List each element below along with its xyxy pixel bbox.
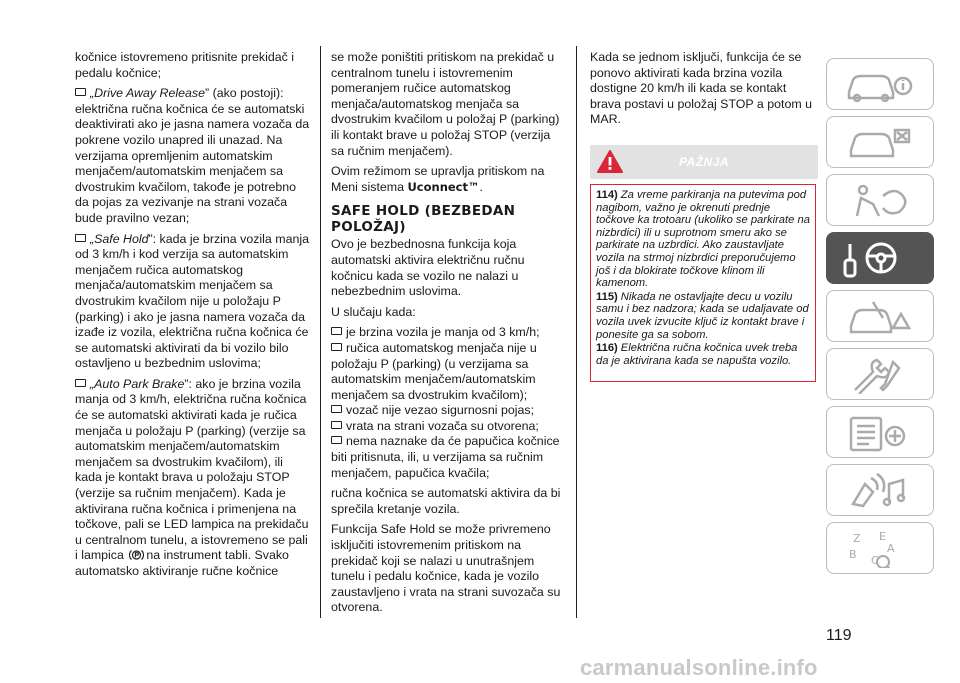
tab-index[interactable] xyxy=(826,522,934,574)
warning-text: Električna ručna kočnica uvek treba da je aktivirana kada se napušta vozilo. xyxy=(596,342,798,367)
list-item xyxy=(331,403,563,419)
tab-multimedia[interactable] xyxy=(826,464,934,516)
warning-header xyxy=(590,145,818,179)
paragraph: Ovo je bezbednosna funkcija koja automatski aktivira električnu ručnu kočnicu kada se vozilo ne nalazi u nebezbednim uslovima. xyxy=(331,237,525,299)
paragraph-text: Ovim režimom se upravlja pritiskom na Meni sistema xyxy=(331,164,545,194)
list-item-text: ” (ako postoji): električna ručna kočnica će se automatski deaktivirati ako je jasna namera vozača da pokrene vozilo unapred ili unazad. Na verzijama opremljenim automatskim menjačem/automatskim menjačem sa dvostrukim kvačilom, takođe je potrebno da pojas za vezivanje na strani vozača bude pravilno vezan; xyxy=(75,86,310,225)
svg-text:B: B xyxy=(849,548,857,561)
bullet-icon xyxy=(75,88,86,96)
tab-technical-data[interactable] xyxy=(826,406,934,458)
list-item-text: ”: ako je brzina vozila manja od 3 km/h, električna ručna kočnica će se automatski aktivirati kada je ručica menjača u položaju P (parking) (verzije sa automatskim menjačem/automatskim menjačem sa dvostrukim kvačilom), ili kada je kontakt brava u položaju STOP (verzije sa ručnim menjačem). Kada je aktivirana ručna kočnica i primenjena na točkove, pali se LED lampica na prekidaču u centralnom tunelu, a istovremeno se pali i lampica xyxy=(75,376,309,563)
paragraph xyxy=(331,164,563,195)
key-steering-wheel-icon xyxy=(843,240,917,278)
tab-maintenance[interactable] xyxy=(826,348,934,400)
bullet-icon xyxy=(75,379,86,387)
paragraph: Kada se jednom isključi, funkcija će se ponovo aktivirati kada brzina vozila dostigne 20 km/h ili kada se kontakt brava postavi u položaj STOP a potom u MAR. xyxy=(590,50,813,127)
uconnect-brand: Uconnect™ xyxy=(407,179,480,194)
list-item-text: vozač nije vezao sigurnosni pojas; xyxy=(346,403,535,418)
bullet-icon xyxy=(331,436,342,444)
tab-emergency[interactable] xyxy=(826,290,934,342)
car-info-icon xyxy=(843,66,917,104)
list-item-text: je brzina vozila je manja od 3 km/h; xyxy=(346,325,540,340)
warning-text: Za vreme parkiranja na putevima pod nagibom, važno je okrenuti prednje točkove ka trotoaru (ukoliko se parkirate na nizbrdici) ili u suprotnom smeru ako se parkirate na uzbrdici. Ako zaustavljate vozila na strmoj nizbrdici preporučujemo još i da blokirate točkove klinom ili kamenom. xyxy=(596,189,810,290)
list-item-text: nema naznake da će papučica kočnice biti pritisnuta, ili, u verzijama sa ručnim menjačem, papučica kvačila; xyxy=(331,434,560,480)
bullet-icon xyxy=(331,327,342,335)
warning-number: 115) xyxy=(596,290,618,303)
warning-item xyxy=(596,342,810,367)
warning-item xyxy=(596,189,810,290)
list-item-text: ručica automatskog menjača nije u položaju P (parking) (u verzijama sa automatskim menjačem/automatskim menjačem sa dvostrukim kvačilom); xyxy=(331,340,537,402)
warning-number: 114) xyxy=(596,189,618,201)
list-item-text: vrata na strani vozača su otvorena; xyxy=(346,418,539,433)
bullet-icon xyxy=(331,405,342,413)
list-item xyxy=(331,419,563,435)
text-column-3 xyxy=(590,50,818,133)
svg-text:A: A xyxy=(887,542,895,555)
tab-starting-driving[interactable] xyxy=(826,232,934,284)
list-item xyxy=(75,377,310,580)
warning-number: 116) xyxy=(596,342,618,355)
list-item xyxy=(75,232,310,372)
paragraph: se može poništiti pritiskom na prekidač u centralnom tunelu i istovremenim pomeranjem ručice automatskog menjača/automatskog menjača sa dvostrukim kvačilom u položaj P (parking) ili kontakt brave u položaj STOP (verzija sa ručnim menjačem). xyxy=(331,50,560,158)
emergency-icon xyxy=(843,298,917,336)
watermark: carmanualsonline.info xyxy=(580,655,818,680)
tab-car-info[interactable] xyxy=(826,58,934,110)
list-item xyxy=(331,325,563,341)
list-item-text-tail: na instrument tabli. Svako automatsko aktiviranje ručne kočnice xyxy=(75,548,289,578)
list-item xyxy=(331,434,563,481)
column-divider xyxy=(320,46,321,618)
list-item-title: „Safe Hold xyxy=(90,231,149,246)
parking-brake-warning-icon xyxy=(129,549,144,561)
column-divider xyxy=(576,46,577,618)
tab-dashboard[interactable] xyxy=(826,116,934,168)
paragraph: Funkcija Safe Hold se može privremeno isključiti istovremenim pritiskom na prekidač koji se nalazi u unutrašnjem tunelu i pedalu kočnice, kada je vozilo zaustavljeno i vrata na strani suvozača su otvorena. xyxy=(331,522,561,615)
list-item-text: ”: kada je brzina vozila manja od 3 km/h i kod verzija sa automatskim menjačem ručica automatskog menjača/automatskim menjačem sa dvostrukim kvačilom nije u položaju P (parking) i ako je jasna namera vozača da izađe iz vozila, električna ručna kočnica će se automatski aktivirati da bi vozilo bilo ostavljeno u bezbednim uslovima; xyxy=(75,231,310,371)
paragraph: kočnice istovremeno pritisnite prekidač i pedalu kočnice; xyxy=(75,50,294,80)
tab-safety[interactable] xyxy=(826,174,934,226)
text-column-2 xyxy=(331,50,563,621)
svg-text:Z: Z xyxy=(853,532,861,545)
service-wrench-icon xyxy=(843,356,917,394)
warning-item xyxy=(596,291,810,341)
list-item-title: „Auto Park Brake xyxy=(90,376,185,391)
svg-text:C: C xyxy=(871,554,879,567)
svg-text:E: E xyxy=(879,530,886,543)
safety-airbag-icon xyxy=(843,182,917,220)
condition-list xyxy=(331,325,563,481)
section-heading: SAFE HOLD (BEZBEDAN POLOŽAJ) xyxy=(331,203,516,236)
index-alphabet-icon xyxy=(843,530,917,568)
warning-box xyxy=(590,184,816,382)
warning-title: PAŽNJA xyxy=(678,155,730,169)
bullet-icon xyxy=(331,421,342,429)
list-item-title: „Drive Away Release xyxy=(90,86,206,101)
text-column-1 xyxy=(75,50,310,585)
paragraph: U slučaju kada: xyxy=(331,304,416,319)
bullet-icon xyxy=(75,234,86,242)
list-item xyxy=(75,86,310,226)
dashboard-warning-icon xyxy=(843,124,917,162)
paragraph: ručna kočnica se automatski aktivira da bi sprečila kretanje vozila. xyxy=(331,486,561,516)
page-number: 119 xyxy=(826,627,852,644)
technical-data-icon xyxy=(843,414,917,452)
list-item xyxy=(331,341,563,403)
bullet-icon xyxy=(331,343,342,351)
multimedia-icon xyxy=(843,472,917,510)
paragraph-end: . xyxy=(479,179,483,194)
warning-text: Nikada ne ostavljajte decu u vozilu samu i bez nadzora; kada se udaljavate od vozila uvek izvucite ključ iz kontakt brave i ponesite ga sa sobom. xyxy=(596,290,809,341)
